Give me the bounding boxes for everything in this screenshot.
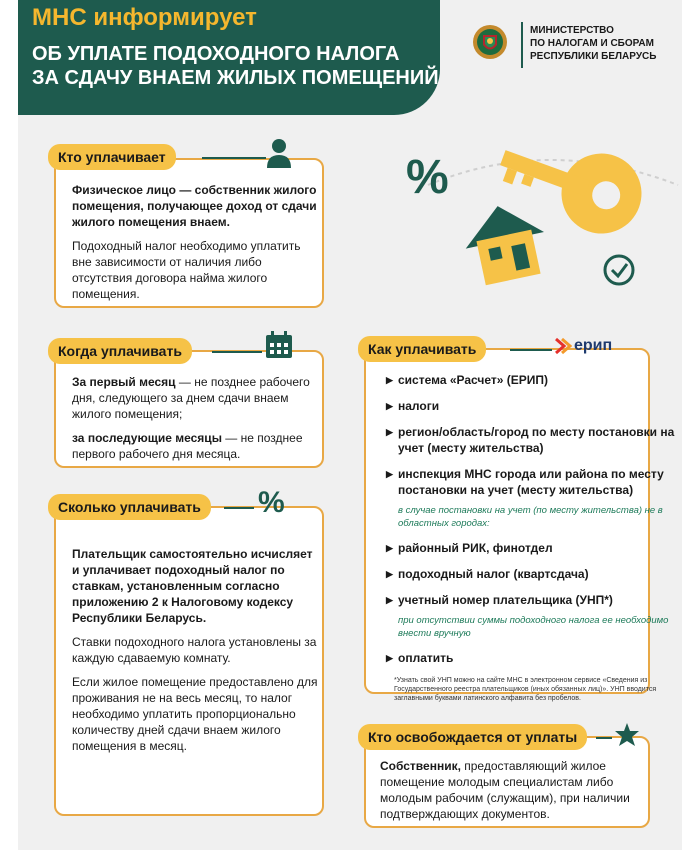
exempt-title-line [596, 737, 612, 739]
list-item: ▶ подоходный налог (квартсдача) [386, 567, 589, 581]
emblem-divider [521, 22, 523, 68]
header-subtitle: ОБ УПЛАТЕ ПОДОХОДНОГО НАЛОГА ЗА СДАЧУ ВНАЕМ ЖИЛЫХ ПОМЕЩЕНИЙ [32, 43, 439, 89]
list-item: ▶ инспекция МНС города или района по месту постановки на учет (месту жительства) [386, 467, 664, 497]
how-pay-title: Как уплачивать [358, 336, 486, 362]
infographic-page [18, 0, 682, 850]
erip-logo [554, 334, 612, 358]
list-item: ▶ оплатить [386, 651, 454, 665]
when-pay-title: Когда уплачивать [48, 338, 192, 364]
how-much-text: Плательщик самостоятельно исчисляет и уплачивает подоходный налог по ставкам, установленным согласно приложению 2 к Налоговому кодексу Республики Беларусь. Ставки подоходного налога установлены за каждую сдаваемую комнату. Если жилое помещение предоставлено для проживания не на весь месяц, то налог необходимо уплатить пропорционально количеству дней сдачи внаем жилого помещения в месяц. [72, 547, 318, 753]
how-pay-note-manual: при отсутствии суммы подоходного налога ее необходимо внести вручную [398, 615, 669, 639]
list-item: ▶ районный РИК, финотдел [386, 541, 553, 555]
how-pay-footnote: *Узнать свой УНП можно на сайте МНС в электронном сервисе «Сведения из Государственного реестра плательщиков (иных обязанных лиц)». УНП вводится заглавными буквами латинского алфавита без пробелов. [394, 677, 657, 702]
how-much-title-line [224, 507, 254, 509]
list-item: ▶ регион/область/город по месту постановки на учет (месту жительства) [386, 425, 675, 455]
list-item: ▶ учетный номер плательщика (УНП*) [386, 593, 613, 607]
how-much-title: Сколько уплачивать [48, 494, 211, 520]
svg-text:%: % [406, 151, 449, 204]
erip-logo-text: ерип [574, 337, 613, 354]
how-pay-title-line [510, 349, 552, 351]
star-badge-icon [614, 722, 640, 748]
list-item: ▶ система «Расчет» (ЕРИП) [386, 373, 549, 387]
header-banner [18, 0, 440, 115]
ministry-emblem-icon [470, 20, 510, 66]
when-pay-title-line [212, 351, 262, 353]
who-pays-title: Кто уплачивает [48, 144, 176, 170]
how-pay-steps [386, 372, 676, 703]
ministry-name: МИНИСТЕРСТВО ПО НАЛОГАМ И СБОРАМ РЕСПУБЛИКИ БЕЛАРУСЬ [530, 25, 657, 62]
calendar-icon [264, 330, 294, 360]
key-house-illustration [348, 115, 682, 315]
how-pay-note-regions: в случае постановки на учет (по месту жительства) не в областных городах: [398, 505, 663, 529]
when-pay-text: За первый месяц — не позднее рабочего дня, следующего за днем сдачи внаем жилого помещения; за последующие месяцы — не позднее первого рабочего дня месяца. [72, 375, 310, 461]
exempt-text: Собственник, предоставляющий жилое помещение молодым специалистам либо молодым рабочим (служащим), при наличии подтверждающих документов. [380, 759, 630, 821]
who-pays-title-line [202, 157, 266, 159]
erip-logo-icon [554, 337, 572, 355]
exempt-title: Кто освобождается от уплаты [358, 724, 587, 750]
percent-icon: % [258, 486, 285, 519]
list-item: ▶ налоги [386, 399, 440, 413]
who-pays-text: Физическое лицо — собственник жилого помещения, получающее доход от сдачи жилого помещения внаем. Подоходный налог необходимо уплатить вне зависимости от наличия либо отсутствия договора найма жилого помещения. [72, 183, 317, 301]
person-icon [266, 138, 292, 168]
header-title: МНС информирует [32, 4, 257, 31]
